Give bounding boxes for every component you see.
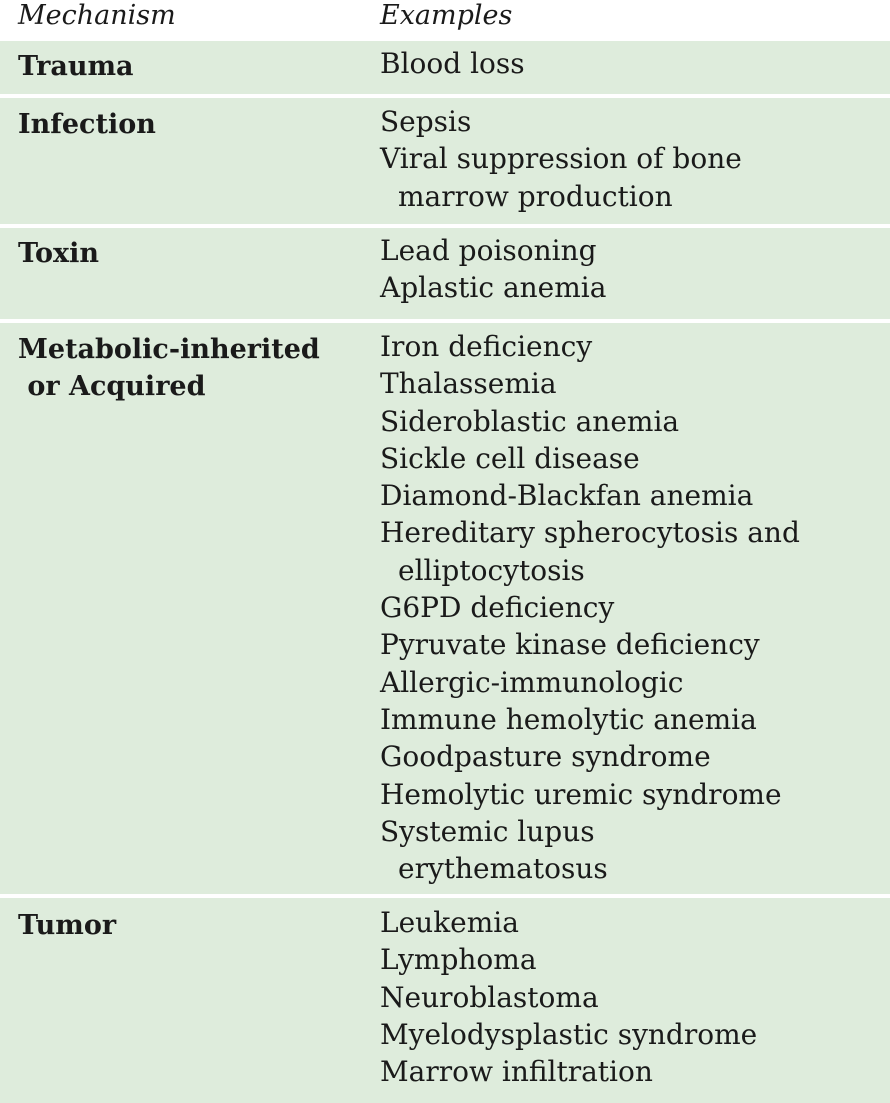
mechanism-cell xyxy=(18,907,116,944)
example-item: Hereditary spherocytosis and xyxy=(380,516,800,550)
example-item: Marrow infiltration xyxy=(380,1055,653,1089)
examples-cell xyxy=(380,232,606,307)
example-item: Neuroblastoma xyxy=(380,980,599,1014)
example-item: Systemic lupus xyxy=(380,814,595,848)
examples-cell xyxy=(380,328,800,887)
mechanism-cell xyxy=(18,48,134,85)
table-row xyxy=(0,228,890,319)
table-header xyxy=(0,0,890,37)
mechanism-label: Tumor xyxy=(18,910,117,941)
table-row xyxy=(0,41,890,94)
example-item: Goodpasture syndrome xyxy=(380,740,711,774)
table-row xyxy=(0,898,890,1103)
example-item: Immune hemolytic anemia xyxy=(380,702,757,736)
example-item: erythematosus xyxy=(398,852,608,886)
mechanism-cell xyxy=(18,106,156,143)
example-item: Lymphoma xyxy=(380,943,537,977)
mechanism-label: Metabolic-inherited xyxy=(18,334,320,365)
mechanism-label: Toxin xyxy=(18,238,99,269)
example-item: Lead poisoning xyxy=(380,234,597,267)
examples-cell xyxy=(380,103,742,215)
example-item: Hemolytic uremic syndrome xyxy=(380,777,782,811)
example-item: Pyruvate kinase deficiency xyxy=(380,628,760,662)
mechanism-cell xyxy=(18,331,320,405)
mechanism-label: or Acquired xyxy=(18,371,206,402)
example-item: Diamond-Blackfan anemia xyxy=(380,479,754,513)
table-row xyxy=(0,98,890,224)
examples-cell xyxy=(380,904,757,1090)
example-item: Allergic-immunologic xyxy=(380,665,684,699)
example-item: G6PD deficiency xyxy=(380,591,615,625)
example-item: Aplastic anemia xyxy=(380,271,607,305)
header-examples: Examples xyxy=(380,0,513,31)
example-item: Viral suppression of bone xyxy=(380,142,742,176)
example-item: elliptocytosis xyxy=(398,553,585,587)
header-mechanism: Mechanism xyxy=(18,0,176,31)
example-item: Leukemia xyxy=(380,906,519,939)
example-item: Iron deficiency xyxy=(380,330,593,363)
example-item: Sideroblastic anemia xyxy=(380,404,680,438)
example-item: Sepsis xyxy=(380,105,472,138)
example-item: Blood loss xyxy=(380,47,525,80)
example-item: Myelodysplastic syndrome xyxy=(380,1017,758,1051)
examples-cell xyxy=(380,45,525,82)
example-item: Sickle cell disease xyxy=(380,441,640,475)
mechanism-label: Infection xyxy=(18,109,156,140)
mechanism-label: Trauma xyxy=(18,51,134,82)
mechanism-cell xyxy=(18,235,99,272)
example-item: Thalassemia xyxy=(380,367,557,401)
example-item: marrow production xyxy=(398,179,673,213)
table-row xyxy=(0,323,890,894)
